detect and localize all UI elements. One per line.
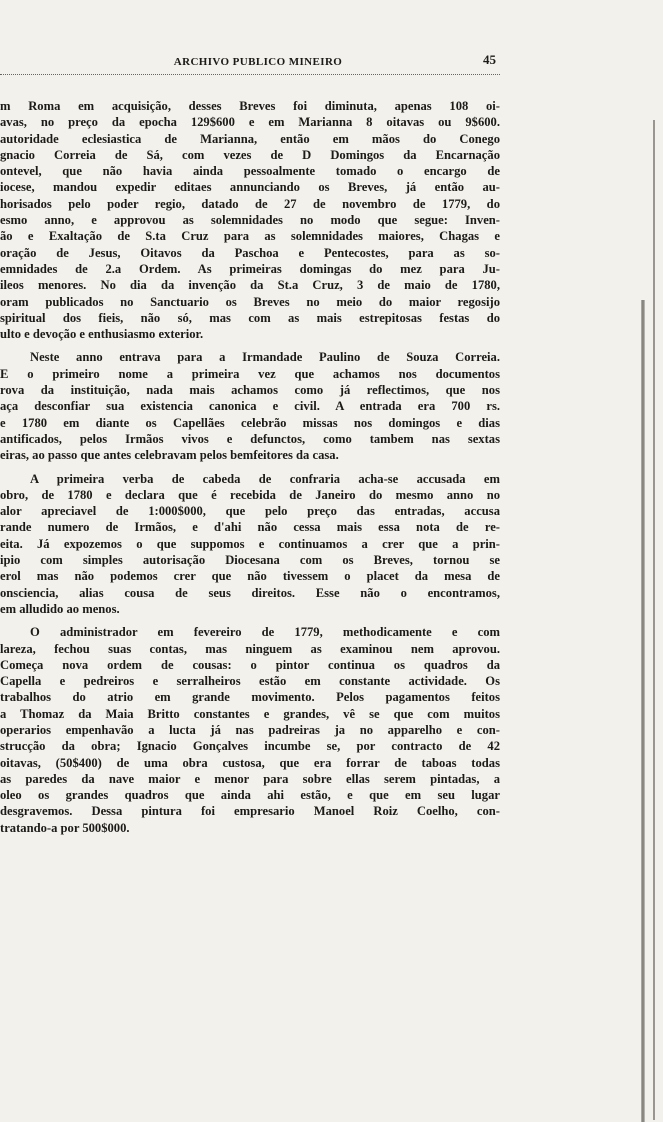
text-line: a Thomaz da Maia Britto constantes e grandes, vê se que com muitos xyxy=(0,706,500,721)
text-line: ipio com simples autorisação Diocesana com os Breves, tornou se xyxy=(0,553,500,568)
scan-edge xyxy=(641,300,645,1122)
text-line: m Roma em acquisição, desses Breves foi diminuta, apenas 108 oi- xyxy=(0,99,500,113)
text-line: iocese, mandou expedir editaes annunciando os Breves, já então au- xyxy=(0,180,500,195)
text-line: Começa nova ordem de cousas: o pintor continua os quadros da xyxy=(0,657,500,672)
paragraph xyxy=(0,624,500,836)
text-line: autoridade eclesiastica de Marianna, então em mãos do Conego xyxy=(0,131,500,146)
text-line: horisados pelo poder regio, datado de 27 de novembro de 1779, do xyxy=(0,196,500,211)
body-text xyxy=(0,98,500,843)
scan-edge-line xyxy=(653,120,655,1120)
text-line: operarios empenhavão a lucta já nas padreiras ja no apparelho e con- xyxy=(0,722,500,737)
text-line: trabalhos do atrio em grande movimento. Pelos pagamentos feitos xyxy=(0,690,500,705)
text-line: onsciencia, alias cousa de seus direitos. Esse não o encontramos, xyxy=(0,585,500,600)
text-line: obro, de 1780 e declara que é recebida de Janeiro do mesmo anno no xyxy=(0,487,500,502)
text-line: A primeira verba de cabeda de confraria acha-se accusada em xyxy=(30,471,500,486)
running-title: ARCHIVO PUBLICO MINEIRO xyxy=(173,56,343,68)
text-line: strucção da obra; Ignacio Gonçalves incumbe se, por contracto de 42 xyxy=(0,739,500,754)
text-line: Neste anno entrava para a Irmandade Paulino de Souza Correia. xyxy=(30,350,500,365)
text-line: as paredes da nave maior e menor para sobre ellas serem pintadas, a xyxy=(0,771,500,786)
text-line: avas, no preço da epocha 129$600 e em Marianna 8 oitavas ou 9$600. xyxy=(0,115,500,130)
text-line: eiras, ao passo que antes celebravam pelos bemfeitores da casa. xyxy=(0,448,339,463)
paragraph xyxy=(0,471,500,618)
page-number: 45 xyxy=(483,52,496,67)
text-line: ulto e devoção e enthusiasmo exterior. xyxy=(0,327,204,342)
text-line: oram publicados no Sanctuario os Breves no meio do maior regosijo xyxy=(0,294,500,309)
text-line: alor apreciavel de 1:000$000, que pelo preço das entradas, accusa xyxy=(0,504,500,519)
text-line: erol mas não podemos crer que não tivessem o placet da mesa de xyxy=(0,569,500,584)
paragraph xyxy=(0,349,500,463)
text-line: gnacio Correia de Sá, com vezes de D Domingos da Encarnação xyxy=(0,147,500,162)
text-line: rova da instituição, nada mais achamos como já reflectimos, que nos xyxy=(0,383,500,398)
text-line: ontevel, que não havia ainda pessoalmente tomado o encargo de xyxy=(0,164,500,179)
text-line: tratando-a por 500$000. xyxy=(0,820,130,835)
paragraph xyxy=(0,98,500,342)
text-line: emnidades de 2.a Ordem. As primeiras domingas do mez para Ju- xyxy=(0,261,500,276)
text-line: e 1780 em diante os Capellães celebrão missas nos domingos e dias xyxy=(0,415,500,430)
text-line: ão e Exaltação de S.ta Cruz para as solemnidades maiores, Chagas e xyxy=(0,229,500,244)
text-line: E o primeiro nome a primeira vez que achamos nos documentos xyxy=(0,366,500,381)
text-line: Capella e pedreiros e serralheiros estão em constante actividade. Os xyxy=(0,674,500,689)
text-line: lareza, fechou suas contas, mas ninguem as examinou nem aprovou. xyxy=(0,641,500,656)
text-line: oleo os grandes quadros que ainda ahi estão, e que em seu lugar xyxy=(0,788,500,803)
text-line: spiritual dos fieis, não só, mas com as mais estrepitosas festas do xyxy=(0,310,500,325)
text-line: O administrador em fevereiro de 1779, methodicamente e com xyxy=(30,625,500,640)
text-line: rande numero de Irmãos, e d'ahi não cessa mais essa nota de re- xyxy=(0,520,500,535)
text-line: em alludido ao menos. xyxy=(0,601,120,616)
text-line: oração de Jesus, Oitavos da Paschoa e Pentecostes, para as so- xyxy=(0,245,500,260)
text-line: antificados, pelos Irmãos vivos e defunctos, como tambem nas sextas xyxy=(0,431,500,446)
text-line: eita. Já expozemos o que suppomos e continuamos a crer que a prin- xyxy=(0,536,500,551)
text-line: esmo anno, e approvou as solemnidades no modo que segue: Inven- xyxy=(0,213,500,228)
text-line: oitavas, (50$400) de uma obra custosa, que era forrar de taboas todas xyxy=(0,755,500,770)
text-line: ileos menores. No dia da invenção da St.a Cruz, 3 de maio de 1780, xyxy=(0,278,500,293)
header-rule xyxy=(0,74,500,75)
text-line: desgravemos. Dessa pintura foi empresario Manoel Roiz Coelho, con- xyxy=(0,804,500,819)
text-line: aça desconfiar sua existencia canonica e civil. A entrada era 700 rs. xyxy=(0,399,500,414)
